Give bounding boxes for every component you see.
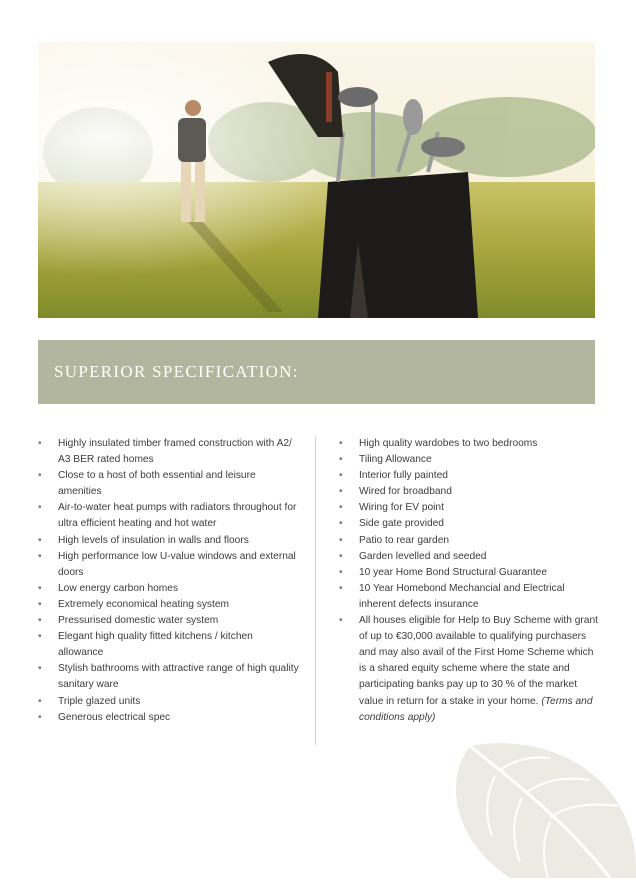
help-to-buy-text: All houses eligible for Help to Buy Scheme with grant of up to €30,000 available to qualifying purchasers and may also avail of the First Home Scheme which is a shared equity scheme where the state and participating banks pay up to 30 % of the market value in return for a stake in your home.: [359, 615, 598, 707]
spec-item: • Close to a host of both essential and leisure amenities: [38, 468, 300, 500]
spec-item: • 10 year Home Bond Structural Guarantee: [339, 565, 601, 581]
spec-item: • Patio to rear garden: [339, 533, 601, 549]
spec-item: • High levels of insulation in walls and floors: [38, 533, 300, 549]
spec-item: • Pressurised domestic water system: [38, 613, 300, 629]
spec-item: • Garden levelled and seeded: [339, 549, 601, 565]
spec-title: SUPERIOR SPECIFICATION:: [54, 362, 299, 381]
leaf-icon: [440, 736, 636, 878]
terms-note: (Terms and conditions apply): [359, 695, 593, 723]
spec-item: • Highly insulated timber framed construction with A2/ A3 BER rated homes: [38, 436, 300, 468]
spec-item: • Interior fully painted: [339, 468, 601, 484]
spec-list-right: [339, 436, 601, 726]
spec-item: • Side gate provided: [339, 516, 601, 532]
spec-item: • Elegant high quality fitted kitchens / kitchen allowance: [38, 629, 300, 661]
spec-item: • 10 Year Homebond Mechancial and Electrical inherent defects insurance: [339, 581, 601, 613]
spec-item: • High quality wardobes to two bedrooms: [339, 436, 601, 452]
spec-item: • High performance low U-value windows and external doors: [38, 549, 300, 581]
spec-banner: [38, 340, 595, 404]
column-divider: [315, 436, 316, 745]
spec-item: • Extremely economical heating system: [38, 597, 300, 613]
spec-item: • Triple glazed units: [38, 694, 300, 710]
spec-item-help-to-buy: [339, 613, 601, 726]
spec-item: • Air-to-water heat pumps with radiators throughout for ultra efficient heating and hot water: [38, 500, 300, 532]
spec-list-left: [38, 436, 300, 726]
spec-item: • Stylish bathrooms with attractive range of high quality sanitary ware: [38, 661, 300, 693]
spec-item: • Wiring for EV point: [339, 500, 601, 516]
spec-item: • Tiling Allowance: [339, 452, 601, 468]
hero-photo: [38, 42, 595, 318]
spec-item: • Low energy carbon homes: [38, 581, 300, 597]
spec-item: • Wired for broadband: [339, 484, 601, 500]
spec-item: • Generous electrical spec: [38, 710, 300, 726]
